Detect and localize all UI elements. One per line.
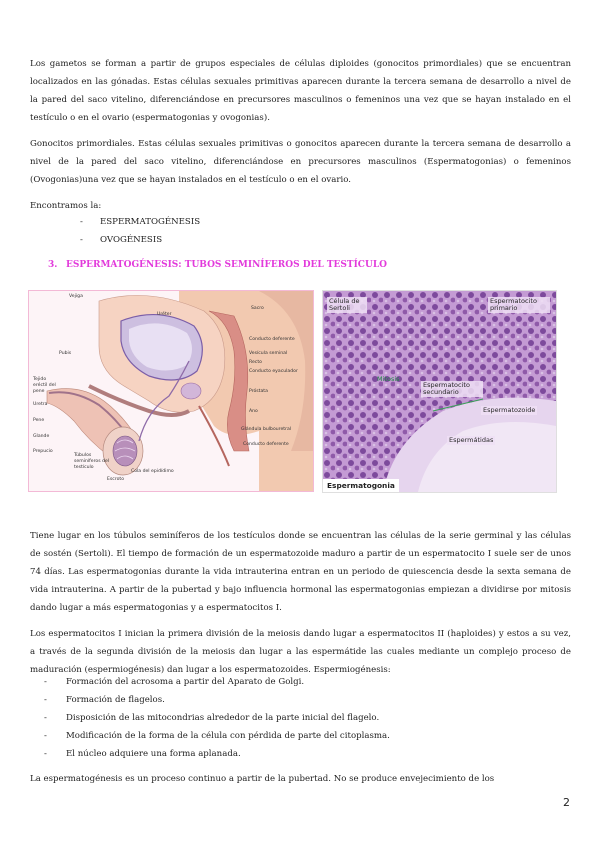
page-number: 2 bbox=[563, 796, 570, 809]
tubulos-paragraph: Tiene lugar en los túbulos seminíferos de los testículos donde se encuentran las células de la serie germinal y las células de sostén (Sertoli). El tiempo de formación de un espermatozoide maduro a partir de un espermatocito I suele ser de unos 74 días. Las espermatogonias durante la vida intrauterina entran en un periodo de quiescencia desde la sexta semana de vida intrauterina. A partir de la pubertad y bajo influencia hormonal las espermatogonias empiezan a dividirse por mitosis dando lugar a más espermatogonias y a espermatocitos I. bbox=[30, 531, 571, 613]
label-cola: Cola del epidídimo bbox=[131, 469, 174, 474]
label-recto: Recto bbox=[249, 360, 262, 365]
label-prostata: Próstata bbox=[249, 389, 268, 394]
label-ano: Ano bbox=[249, 409, 258, 414]
label-vesicula: Vesícula seminal bbox=[249, 351, 288, 356]
section-heading bbox=[48, 260, 387, 270]
label-espermatocito-secundario: Espermatocito secundario bbox=[421, 381, 483, 397]
section-number: 3. bbox=[48, 260, 58, 270]
meiosis-paragraph: Los espermatocitos I inician la primera división de la meiosis dando lugar a espermatocitos II (haploides) y estos a su vez, a través de la segunda división de la meiosis dan lugar a las espermátide las cuales mediante un complejo proceso de maduración (espermiogénesis) dan lugar a los espermatozoides. Espermiogénesis: bbox=[30, 629, 571, 675]
label-escroto: Escroto bbox=[107, 477, 125, 482]
list-item: - Formación de flagelos. bbox=[44, 695, 165, 705]
list-item: - ESPERMATOGÉNESIS bbox=[80, 217, 201, 227]
label-espermatidas: Espermátidas bbox=[449, 436, 494, 444]
encontramos-paragraph: Encontramos la: bbox=[30, 201, 102, 211]
label-tubulos: Túbulos seminíferos del testículo bbox=[74, 453, 110, 470]
label-conducto-deferente: Conducto deferente bbox=[249, 337, 295, 342]
label-green: Mitosis bbox=[377, 375, 400, 383]
label-tejido: Tejido eréctil del pene bbox=[33, 377, 56, 394]
gonocitos-paragraph: Gonocitos primordiales. Estas células sexuales primitivas o gonocitos aparecen durante la tercera semana de desarrollo a nivel de la pared del saco vitelino, diferenciándose en precursores masculinos (Espermatogonias) o femeninos (Ovogonias)una vez que se hayan instalados en el testículo o en el ovario. bbox=[30, 139, 571, 185]
final-paragraph: La espermatogénesis es un proceso continuo a partir de la pubertad. No se produce envejecimiento de los bbox=[30, 774, 495, 784]
types-list bbox=[80, 213, 200, 249]
label-vejiga: Vejiga bbox=[69, 294, 83, 299]
list-item: - Formación del acrosoma a partir del Aparato de Golgi. bbox=[44, 677, 305, 687]
label-sertoli: Célula de Sertoli bbox=[327, 297, 367, 313]
anatomy-figure bbox=[28, 290, 314, 492]
anatomy-illustration bbox=[29, 291, 313, 491]
espermiogenesis-list bbox=[44, 673, 390, 763]
label-uretra: Uretra bbox=[33, 402, 48, 407]
list-item: - OVOGÉNESIS bbox=[80, 235, 163, 245]
label-conducto-eyaculador: Conducto eyaculador bbox=[249, 369, 298, 374]
intro-paragraph: Los gametos se forman a partir de grupos especiales de células diploides (gonocitos primordiales) que se encuentran localizados en las gónadas. Estas células sexuales primitivas aparecen durante la tercera semana de desarrollo a nivel de la pared del saco vitelino, diferenciándose en precursores masculinos o femeninos una vez que se hayan instalado en el testículo o en el ovario (espermatogonias y ovogonias). bbox=[30, 59, 571, 123]
label-pubis: Pubis bbox=[59, 351, 72, 356]
label-espermatogonia: Espermatogonia bbox=[323, 479, 399, 492]
label-glandula: Glándula bulbouretral bbox=[241, 427, 292, 432]
label-pene: Pene bbox=[33, 418, 45, 423]
histology-figure bbox=[322, 290, 557, 493]
list-item: - El núcleo adquiere una forma aplanada. bbox=[44, 749, 241, 759]
label-prepucio: Prepucio bbox=[33, 449, 53, 454]
label-ureter: Uréter bbox=[157, 312, 172, 317]
label-conducto-deferente-2: Conducto deferente bbox=[243, 442, 289, 447]
label-espermatozoide: Espermatozoide bbox=[483, 406, 536, 414]
label-glande: Glande bbox=[33, 434, 50, 439]
label-espermatocito-primario: Espermatocito primario bbox=[488, 297, 550, 313]
section-title: ESPERMATOGÉNESIS: TUBOS SEMINÍFEROS DEL TESTÍCULO bbox=[66, 260, 387, 270]
label-sacro: Sacro bbox=[251, 306, 264, 311]
list-item: - Modificación de la forma de la célula con pérdida de parte del citoplasma. bbox=[44, 731, 390, 741]
list-item: - Disposición de las mitocondrias alrededor de la parte inicial del flagelo. bbox=[44, 713, 380, 723]
